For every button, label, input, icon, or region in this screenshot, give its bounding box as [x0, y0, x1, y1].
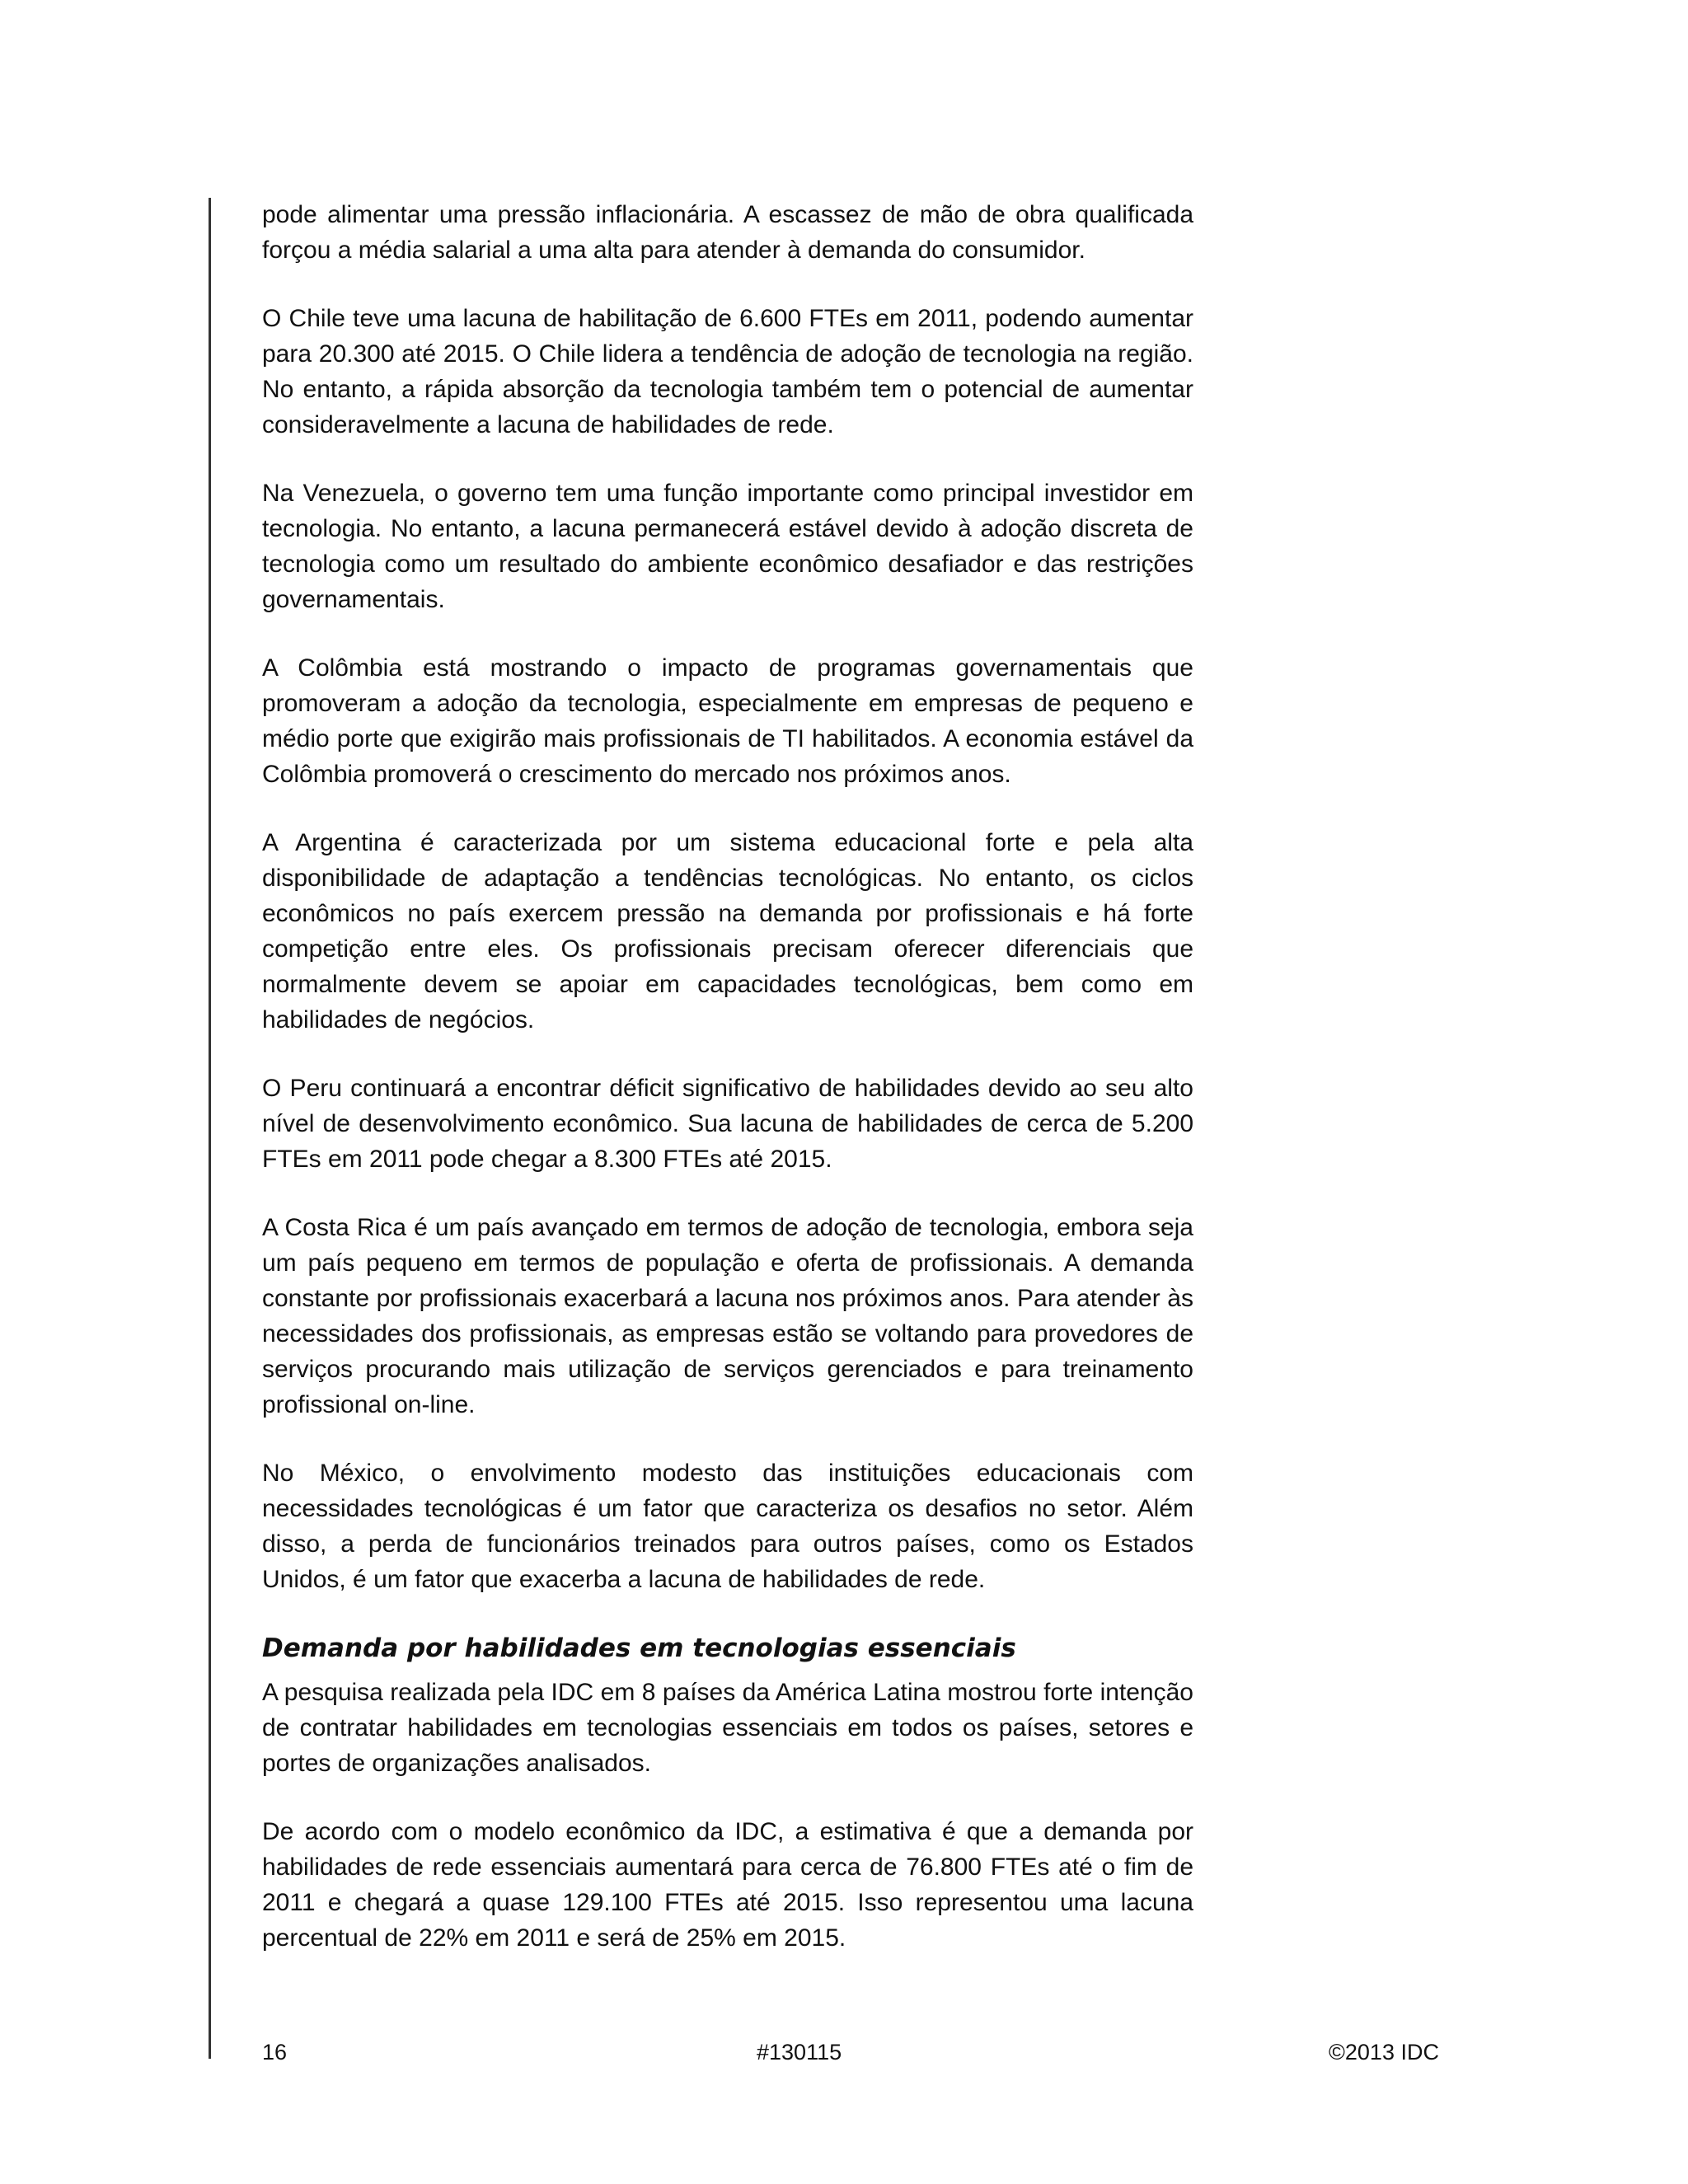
paragraph-mexico: No México, o envolvimento modesto das instituições educacionais com necessidades tecnológicas é um fator que caracteriza os desafios no setor. Além disso, a perda de funcionários treinados para outros países, como os Estados Unidos, é um fator que exacerba a lacuna de habilidades de rede. [262, 1460, 1193, 1593]
paragraph-argentina: A Argentina é caracterizada por um sistema educacional forte e pela alta disponibilidade de adaptação a tendências tecnológicas. No entanto, os ciclos econômicos no país exercem pressão na demanda por profissionais e há forte competição entre eles. Os profissionais precisam oferecer diferenciais que normalmente devem se apoiar em capacidades tecnológicas, bem como em habilidades de negócios. [262, 829, 1193, 1033]
left-margin-rule [209, 198, 211, 2059]
footer-copyright: ©2013 IDC [1329, 2040, 1439, 2064]
paragraph-chile: O Chile teve uma lacuna de habilitação de 6.600 FTEs em 2011, podendo aumentar para 20.300 até 2015. O Chile lidera a tendência de adoção de tecnologia na região. No entanto, a rápida absorção da tecnologia também tem o potencial de aumentar consideravelmente a lacuna de habilidades de rede. [262, 305, 1193, 438]
paragraph-venezuela: Na Venezuela, o governo tem uma função importante como principal investidor em tecnologia. No entanto, a lacuna permanecerá estável devido à adoção discreta de tecnologia como um resultado do ambiente econômico desafiador e das restrições governamentais. [262, 480, 1193, 613]
paragraph-idc-survey: A pesquisa realizada pela IDC em 8 países da América Latina mostrou forte intenção de contratar habilidades em tecnologias essenciais em todos os países, setores e portes de organizações analisados. [262, 1679, 1193, 1777]
footer-page-number: 16 [262, 2040, 288, 2064]
paragraph-idc-model: De acordo com o modelo econômico da IDC, a estimativa é que a demanda por habilidades de rede essenciais aumentará para cerca de 76.800 FTEs até o fim de 2011 e chegará a quase 129.100 FTEs até 2015. Isso representou uma lacuna percentual de 22% em 2011 e será de 25% em 2015. [262, 1818, 1193, 1952]
footer-document-id: #130115 [757, 2040, 842, 2064]
paragraph-costa-rica: A Costa Rica é um país avançado em termos de adoção de tecnologia, embora seja um país pequeno em termos de população e oferta de profissionais. A demanda constante por profissionais exacerbará a lacuna nos próximos anos. Para atender às necessidades dos profissionais, as empresas estão se voltando para provedores de serviços procurando mais utilização de serviços gerenciados e para treinamento profissional on-line. [262, 1214, 1193, 1418]
paragraph-colombia: A Colômbia está mostrando o impacto de programas governamentais que promoveram a adoção da tecnologia, especialmente em empresas de pequeno e médio porte que exigirão mais profissionais de TI habilitados. A economia estável da Colômbia promoverá o crescimento do mercado nos próximos anos. [262, 654, 1193, 788]
document-body [262, 197, 1193, 1989]
paragraph-inflation: pode alimentar uma pressão inflacionária. A escassez de mão de obra qualificada forçou a média salarial a uma alta para atender à demanda do consumidor. [262, 201, 1193, 264]
paragraph-peru: O Peru continuará a encontrar déficit significativo de habilidades devido ao seu alto nível de desenvolvimento econômico. Sua lacuna de habilidades de cerca de 5.200 FTEs em 2011 pode chegar a 8.300 FTEs até 2015. [262, 1075, 1193, 1173]
section-heading: Demanda por habilidades em tecnologias essenciais [262, 1633, 1016, 1663]
